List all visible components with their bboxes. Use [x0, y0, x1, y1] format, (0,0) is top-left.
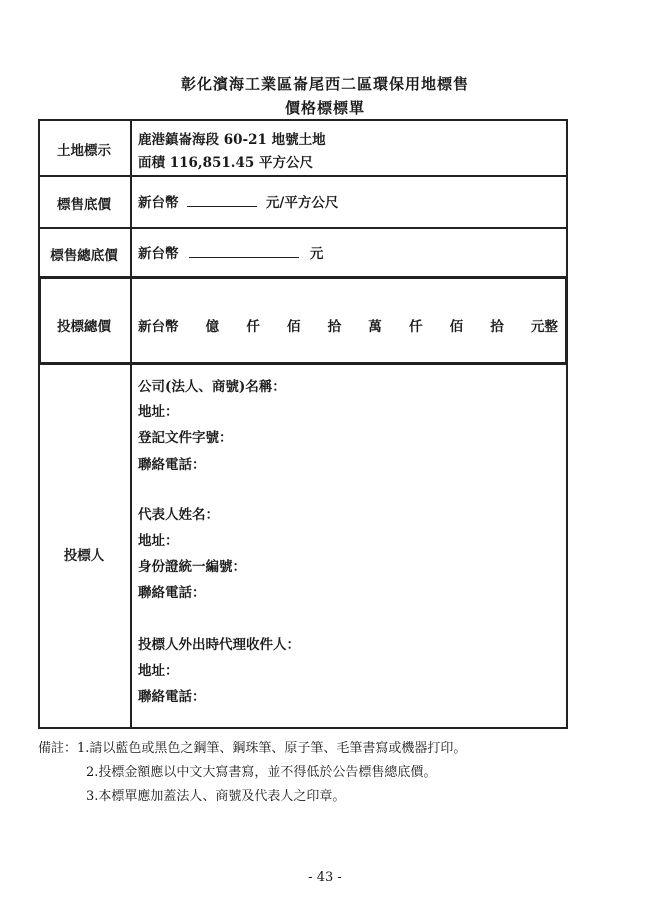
base-price-suffix: 元/平方公尺	[265, 195, 339, 211]
bidder-label: 投標人	[63, 548, 105, 564]
company-name-field[interactable]: 公司(法人、商號)名稱：	[138, 379, 286, 395]
note-3: 3.本標單應加蓋法人、商號及代表人之印章。	[86, 789, 346, 804]
base-price-blank[interactable]	[187, 194, 257, 207]
amount-unit: 仟	[408, 319, 423, 335]
land-lot-text: 鹿港鎮崙海段 60-21 地號土地	[138, 132, 326, 148]
base-price-text	[138, 191, 338, 211]
amount-unit: 拾	[327, 319, 342, 335]
bid-total-box-bottom	[38, 362, 568, 365]
representative-name-field[interactable]: 代表人姓名：	[138, 507, 219, 523]
representative-phone-field[interactable]: 聯絡電話：	[138, 585, 206, 601]
table-border-right	[566, 119, 568, 729]
agent-address-field[interactable]: 地址：	[138, 663, 179, 679]
total-base-price-suffix: 元	[309, 246, 324, 262]
base-price-label: 標售底價	[57, 197, 111, 213]
company-address-field[interactable]: 地址：	[138, 404, 179, 420]
note-1: 備註：1.請以藍色或黑色之鋼筆、鋼珠筆、原子筆、毛筆書寫或機器打印。	[38, 741, 467, 756]
document-subtitle: 價格標標單	[284, 99, 365, 117]
bid-total-amount[interactable]	[138, 315, 558, 335]
document-title: 彰化濱海工業區崙尾西二區環保用地標售	[180, 75, 469, 93]
bid-form-table	[38, 119, 568, 729]
agent-phone-field[interactable]: 聯絡電話：	[138, 689, 206, 705]
registration-number-field[interactable]: 登記文件字號：	[138, 430, 233, 446]
bid-total-label: 投標總價	[57, 319, 111, 335]
bid-total-box-right	[565, 276, 568, 365]
base-price-prefix: 新台幣	[138, 195, 179, 211]
table-border-bottom	[38, 727, 568, 729]
total-base-price-prefix: 新台幣	[138, 246, 179, 262]
row-separator	[38, 227, 568, 229]
row-separator	[38, 175, 568, 177]
amount-unit: 拾	[490, 319, 504, 335]
page-number: - 43 -	[308, 870, 342, 885]
total-base-price-text	[138, 242, 323, 262]
label-column-divider	[130, 119, 132, 729]
amount-unit: 億	[205, 319, 220, 335]
amount-unit: 仟	[246, 319, 260, 335]
bid-total-box-top	[38, 276, 568, 279]
total-base-price-blank[interactable]	[189, 245, 299, 258]
amount-unit: 佰	[286, 319, 301, 335]
company-phone-field[interactable]: 聯絡電話：	[138, 457, 206, 473]
note-2: 2.投標金額應以中文大寫書寫，並不得低於公告標售總底價。	[86, 765, 437, 780]
table-border-top	[38, 119, 568, 121]
total-base-price-label: 標售總底價	[50, 248, 118, 264]
land-area-text: 面積 116,851.45 平方公尺	[138, 155, 313, 171]
amount-currency: 新台幣	[138, 319, 179, 335]
amount-unit: 元整	[530, 319, 558, 335]
amount-unit: 萬	[368, 319, 382, 335]
id-number-field[interactable]: 身份證統一編號：	[138, 559, 246, 575]
agent-field[interactable]: 投標人外出時代理收件人：	[138, 637, 300, 653]
amount-unit: 佰	[449, 319, 464, 335]
land-label: 土地標示	[57, 143, 111, 159]
representative-address-field[interactable]: 地址：	[138, 533, 179, 549]
notes-section	[38, 737, 466, 809]
